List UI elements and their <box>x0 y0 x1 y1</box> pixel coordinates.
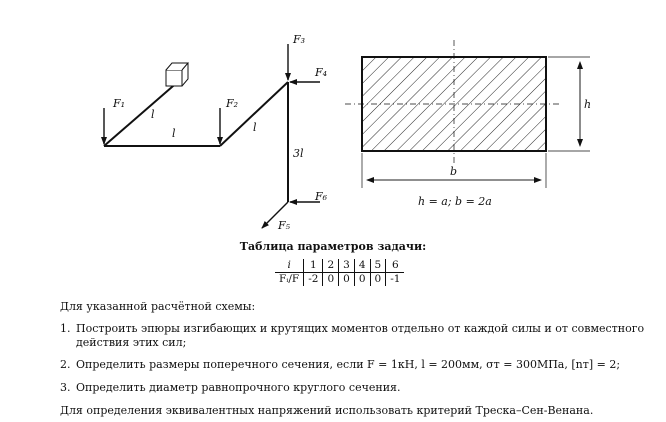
table-header-cell: 3 <box>339 259 355 273</box>
label-l-horiz: l <box>172 127 176 140</box>
table-header-cell: 6 <box>386 259 405 273</box>
parameters-table <box>275 259 404 286</box>
table-header-row <box>275 259 404 273</box>
table-caption: Таблица параметров задачи: <box>239 240 427 253</box>
label-h: h <box>584 98 592 111</box>
label-F5: F₅ <box>278 219 291 232</box>
cross-section <box>345 40 590 188</box>
task-footer: Для определения эквивалентных напряжений использовать критерий Треска–Сен-Венана. <box>60 404 594 417</box>
task-item-number: 1. <box>60 322 71 335</box>
task-item-number: 2. <box>60 358 71 371</box>
table-value-cell: 0 <box>339 273 355 287</box>
table-header-cell: 4 <box>354 259 370 273</box>
table-header-cell: 2 <box>323 259 339 273</box>
table-header-cell: 1 <box>304 259 323 273</box>
table-value-cell: 0 <box>323 273 339 287</box>
label-F2: F₂ <box>226 97 239 110</box>
table-header-cell: 5 <box>370 259 386 273</box>
table-value-cell: -2 <box>304 273 323 287</box>
task-item-text: Построить эпюры изгибающих и крутящих моментов отдельно от каждой силы и от совместного действия этих сил; <box>76 322 645 349</box>
label-F4: F₄ <box>315 66 328 79</box>
table-value-cell: -1 <box>386 273 405 287</box>
support-cube-icon <box>166 63 188 86</box>
label-3l: 3l <box>293 147 304 160</box>
table-value-cell: 0 <box>354 273 370 287</box>
table-header-cell: i <box>275 259 304 273</box>
label-F6: F₆ <box>315 190 328 203</box>
label-l-diag2: l <box>253 121 257 134</box>
task-item-number: 3. <box>60 381 71 394</box>
dimensions-relation: h = a; b = 2a <box>418 195 492 208</box>
table-value-row <box>275 273 404 287</box>
table-value-cell: 0 <box>370 273 386 287</box>
label-b: b <box>450 165 458 178</box>
frame-segment-diag1 <box>104 80 180 146</box>
label-F3: F₃ <box>293 33 306 46</box>
table-value-cell: Fᵢ/F <box>279 273 300 285</box>
label-l-diag1: l <box>151 108 155 121</box>
task-item-text: Определить диаметр равнопрочного круглого сечения. <box>76 381 401 394</box>
label-F1: F₁ <box>113 97 126 110</box>
task-intro: Для указанной расчётной схемы: <box>60 300 256 313</box>
frame-segment-diag2 <box>220 82 288 146</box>
task-item-text: Определить размеры поперечного сечения, если F = 1кН, l = 200мм, σт = 300МПа, [nт] = 2; <box>76 358 621 371</box>
frame-structure <box>104 80 288 202</box>
